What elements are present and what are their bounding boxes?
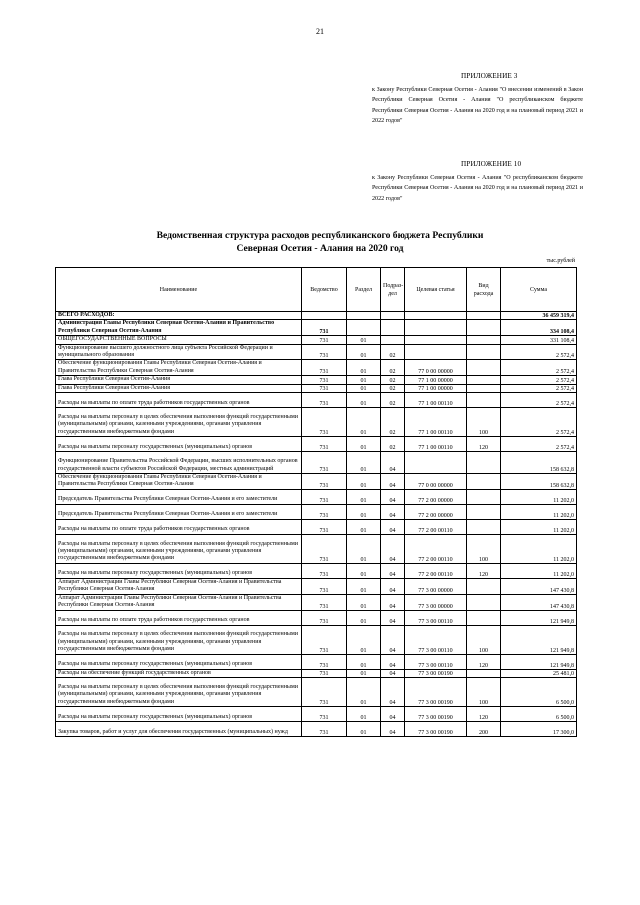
cell-section: 01 [347,360,381,376]
table-row [56,610,577,625]
appendix-3-text: к Закону Республики Северная Осетия - Алания "О внесении изменений в Закон Республики Северная Осетия - Алания "О республиканском бюджете Республики Северная Осетия - Алания на 2020 год и на плановый период 2021 и 2022 годов" [372,87,583,124]
cell-expense-type [467,610,501,625]
cell-section: 01 [347,677,381,706]
cell-subsection: 04 [381,669,405,677]
cell-section: 01 [347,408,381,437]
ministry-row [56,320,577,336]
cell-subsection: 04 [381,706,405,721]
cell-sum: 2 572,4 [501,360,577,376]
cell-sum: 36 459 319,4 [501,312,577,320]
cell-name: Расходы на выплаты персоналу в целях обеспечения выполнения функций государственными (муниципальными) органами, казенными учреждениями, органами управления государственными внебюджетными фондами [56,408,302,437]
table-row [56,474,577,490]
appendix-10-text: к Закону Республики Северная Осетия - Алания "О республиканском бюджете Республики Северная Осетия - Алания на 2020 год и на плановый период 2021 и 2022 годов" [372,175,583,202]
cell-expense-type [467,360,501,376]
cell-expense-type [467,578,501,594]
cell-section: 01 [347,669,381,677]
cell-expense-type [467,336,501,344]
cell-section [347,312,381,320]
cell-expense-type [467,452,501,474]
cell-target: 77 3 00 00190 [405,721,467,736]
cell-target: 77 3 00 00000 [405,578,467,594]
cell-subsection: 02 [381,408,405,437]
cell-ministry: 731 [302,654,347,669]
cell-ministry: 731 [302,610,347,625]
cell-section: 01 [347,519,381,534]
cell-subsection: 04 [381,654,405,669]
cell-target: 77 3 00 00190 [405,677,467,706]
table-row [56,504,577,519]
cell-subsection: 02 [381,376,405,384]
cell-ministry: 731 [302,669,347,677]
cell-expense-type: 200 [467,721,501,736]
cell-ministry: 731 [302,534,347,563]
cell-name: Функционирование высшего должностного лица субъекта Российской Федерации и муниципального образования [56,344,302,360]
table-row [56,437,577,452]
cell-name: Администрация Главы Республики Северная Осетия-Алания и Правительство Республики Северная Осетия-Алания [56,320,302,336]
table-row [56,625,577,654]
cell-subsection: 04 [381,504,405,519]
cell-ministry: 731 [302,677,347,706]
cell-name: Расходы на выплаты персоналу государственных (муниципальных) органов [56,654,302,669]
cell-sum: 121 949,8 [501,610,577,625]
cell-subsection: 04 [381,594,405,610]
cell-target: 77 3 00 00190 [405,706,467,721]
cell-target: 77 1 00 00110 [405,437,467,452]
table-header-row [56,268,577,312]
cell-ministry: 731 [302,519,347,534]
cell-ministry: 731 [302,504,347,519]
cell-ministry: 731 [302,721,347,736]
cell-expense-type [467,669,501,677]
cell-expense-type: 100 [467,625,501,654]
cell-sum: 2 572,4 [501,408,577,437]
header-ministry: Ведомство [302,268,347,312]
cell-target: 77 3 00 00000 [405,594,467,610]
cell-subsection: 02 [381,393,405,408]
cell-section: 01 [347,534,381,563]
table-row [56,594,577,610]
cell-name: ОБЩЕГОСУДАРСТВЕННЫЕ ВОПРОСЫ [56,336,302,344]
cell-section: 01 [347,625,381,654]
cell-ministry: 731 [302,563,347,578]
cell-sum: 11 202,0 [501,519,577,534]
table-row [56,706,577,721]
cell-sum: 11 202,0 [501,489,577,504]
cell-subsection: 04 [381,474,405,490]
cell-expense-type: 120 [467,654,501,669]
cell-subsection: 04 [381,519,405,534]
cell-section: 01 [347,474,381,490]
cell-sum: 6 500,0 [501,706,577,721]
cell-name: Расходы на выплаты персоналу государственных (муниципальных) органов [56,563,302,578]
cell-expense-type: 100 [467,677,501,706]
cell-expense-type [467,594,501,610]
header-target: Целевая статья [405,268,467,312]
document-title-line-1: Ведомственная структура расходов республиканского бюджета Республики [156,230,484,241]
table-body [56,312,577,737]
cell-name: Аппарат Администрации Главы Республики Северная Осетия-Алания и Правительства Республики Северная Осетия-Алания [56,578,302,594]
cell-name: Аппарат Администрации Главы Республики Северная Осетия-Алания и Правительства Республики Северная Осетия-Алания [56,594,302,610]
cell-expense-type: 120 [467,563,501,578]
cell-target: 77 0 00 00000 [405,474,467,490]
cell-target: 77 3 00 00190 [405,669,467,677]
cell-target: 77 3 00 00110 [405,654,467,669]
table-row [56,669,577,677]
cell-expense-type [467,489,501,504]
cell-sum: 2 572,4 [501,437,577,452]
cell-name: Расходы на выплаты персоналу в целях обеспечения выполнения функций государственными (муниципальными) органами, казенными учреждениями, органами управления государственными внебюджетными фондами [56,625,302,654]
cell-sum: 121 949,8 [501,625,577,654]
cell-ministry: 731 [302,578,347,594]
cell-sum: 17 300,0 [501,721,577,736]
document-title-line-2: Северная Осетия - Алания на 2020 год [236,243,404,254]
cell-sum: 2 572,4 [501,393,577,408]
cell-section: 01 [347,578,381,594]
cell-sum: 11 202,0 [501,563,577,578]
cell-target: 77 3 00 00110 [405,610,467,625]
table-row [56,534,577,563]
header-section: Раздел [347,268,381,312]
cell-target: 77 1 00 00110 [405,408,467,437]
cell-expense-type [467,344,501,360]
cell-sum: 158 632,8 [501,452,577,474]
cell-section: 01 [347,706,381,721]
cell-target [405,344,467,360]
table-row [56,408,577,437]
cell-target [405,452,467,474]
cell-expense-type [467,474,501,490]
cell-ministry: 731 [302,376,347,384]
cell-ministry: 731 [302,344,347,360]
table-row [56,654,577,669]
cell-name: Расходы на выплаты по оплате труда работников государственных органов [56,610,302,625]
cell-ministry: 731 [302,360,347,376]
cell-sum: 11 202,0 [501,504,577,519]
cell-sum: 334 108,4 [501,320,577,336]
cell-ministry: 731 [302,437,347,452]
cell-target: 77 3 00 00110 [405,625,467,654]
cell-section: 01 [347,376,381,384]
appendix-10-title: ПРИЛОЖЕНИЕ 10 [461,160,522,168]
cell-target: 77 2 00 00000 [405,489,467,504]
cell-sum: 2 572,4 [501,376,577,384]
cell-target: 77 2 00 00110 [405,519,467,534]
cell-sum: 331 108,4 [501,336,577,344]
cell-ministry: 731 [302,489,347,504]
cell-target: 77 2 00 00110 [405,534,467,563]
cell-section: 01 [347,452,381,474]
cell-subsection [381,320,405,336]
table-row [56,344,577,360]
cell-ministry: 731 [302,625,347,654]
cell-target: 77 2 00 00110 [405,563,467,578]
cell-subsection [381,336,405,344]
cell-ministry: 731 [302,706,347,721]
cell-section: 01 [347,336,381,344]
cell-subsection: 04 [381,677,405,706]
cell-expense-type: 120 [467,437,501,452]
cell-ministry [302,312,347,320]
table-row [56,336,577,344]
cell-sum: 147 430,8 [501,594,577,610]
cell-target [405,320,467,336]
cell-name: Расходы на обеспечение функций государственных органов [56,669,302,677]
table-row [56,452,577,474]
cell-expense-type [467,519,501,534]
cell-section: 01 [347,504,381,519]
cell-subsection: 04 [381,625,405,654]
cell-section: 01 [347,384,381,392]
cell-sum: 147 430,8 [501,578,577,594]
cell-section: 01 [347,721,381,736]
cell-target: 77 0 00 00000 [405,360,467,376]
cell-target: 77 1 00 00000 [405,384,467,392]
document-title [100,229,540,255]
cell-name: Расходы на выплаты персоналу государственных (муниципальных) органов [56,437,302,452]
cell-subsection: 04 [381,610,405,625]
cell-subsection: 04 [381,534,405,563]
expense-structure-table [55,267,577,737]
cell-subsection: 02 [381,344,405,360]
table-row [56,393,577,408]
header-name: Наименование [56,268,302,312]
cell-subsection: 02 [381,384,405,392]
cell-target [405,336,467,344]
cell-section: 01 [347,654,381,669]
cell-section: 01 [347,393,381,408]
cell-ministry: 731 [302,384,347,392]
cell-name: Глава Республики Северная Осетия-Алания [56,376,302,384]
cell-section [347,320,381,336]
cell-subsection: 02 [381,437,405,452]
header-sum: Сумма [501,268,577,312]
units-label: тыс.рублей [546,258,575,264]
cell-expense-type [467,320,501,336]
cell-name: Функционирование Правительства Российской Федерации, высших исполнительных органов государственной власти субъектов Российской Федерации, местных администраций [56,452,302,474]
cell-sum: 2 572,4 [501,344,577,360]
cell-sum: 25 481,0 [501,669,577,677]
cell-expense-type: 120 [467,706,501,721]
cell-expense-type [467,312,501,320]
cell-sum: 121 949,8 [501,654,577,669]
cell-ministry: 731 [302,474,347,490]
total-row [56,312,577,320]
cell-ministry: 731 [302,452,347,474]
table-row [56,563,577,578]
cell-name: Расходы на выплаты по оплате труда работников государственных органов [56,393,302,408]
cell-ministry: 731 [302,336,347,344]
cell-name: Обеспечение функционирования Главы Республики Северная Осетия-Алания и Правительства Республики Северная Осетия-Алания [56,474,302,490]
cell-ministry: 731 [302,594,347,610]
cell-name: Расходы на выплаты персоналу государственных (муниципальных) органов [56,706,302,721]
cell-subsection: 04 [381,452,405,474]
cell-name: Расходы на выплаты персоналу в целях обеспечения выполнения функций государственными (муниципальными) органами, казенными учреждениями, органами управления государственными внебюджетными фондами [56,677,302,706]
table-row [56,360,577,376]
cell-target: 77 1 00 00110 [405,393,467,408]
cell-name: Глава Республики Северная Осетия-Алания [56,384,302,392]
cell-expense-type [467,504,501,519]
cell-subsection [381,312,405,320]
cell-section: 01 [347,563,381,578]
cell-target: 77 1 00 00000 [405,376,467,384]
cell-subsection: 02 [381,360,405,376]
cell-target [405,312,467,320]
header-expense-type: Вид расхода [467,268,501,312]
cell-sum: 6 500,0 [501,677,577,706]
appendix-3-title: ПРИЛОЖЕНИЕ 3 [461,72,518,80]
cell-section: 01 [347,610,381,625]
table-row [56,519,577,534]
table-row [56,721,577,736]
header-subsection: Подраз-дел [381,268,405,312]
cell-name: Расходы на выплаты персоналу в целях обеспечения выполнения функций государственными (муниципальными) органами, казенными учреждениями, органами управления государственными внебюджетными фондами [56,534,302,563]
cell-name: Председатель Правительства Республики Северная Осетия-Алания и его заместители [56,504,302,519]
cell-section: 01 [347,437,381,452]
cell-ministry: 731 [302,408,347,437]
table-row [56,578,577,594]
cell-target: 77 2 00 00000 [405,504,467,519]
cell-section: 01 [347,594,381,610]
cell-expense-type: 100 [467,534,501,563]
cell-subsection: 04 [381,563,405,578]
cell-sum: 2 572,4 [501,384,577,392]
cell-name: Обеспечение функционирования Главы Республики Северная Осетия-Алания и Правительства Республики Северная Осетия-Алания [56,360,302,376]
cell-expense-type [467,393,501,408]
cell-name: ВСЕГО РАСХОДОВ: [56,312,302,320]
table-row [56,489,577,504]
cell-ministry: 731 [302,320,347,336]
cell-name: Председатель Правительства Республики Северная Осетия-Алания и его заместители [56,489,302,504]
cell-expense-type [467,376,501,384]
cell-name: Расходы на выплаты по оплате труда работников государственных органов [56,519,302,534]
cell-subsection: 04 [381,721,405,736]
cell-ministry: 731 [302,393,347,408]
cell-sum: 11 202,0 [501,534,577,563]
cell-subsection: 04 [381,489,405,504]
table-row [56,376,577,384]
cell-section: 01 [347,489,381,504]
cell-section: 01 [347,344,381,360]
page-number: 21 [316,27,324,36]
cell-name: Закупка товаров, работ и услуг для обеспечения государственных (муниципальных) нужд [56,721,302,736]
table-row [56,384,577,392]
table-row [56,677,577,706]
cell-sum: 158 632,8 [501,474,577,490]
cell-expense-type [467,384,501,392]
cell-expense-type: 100 [467,408,501,437]
cell-subsection: 04 [381,578,405,594]
